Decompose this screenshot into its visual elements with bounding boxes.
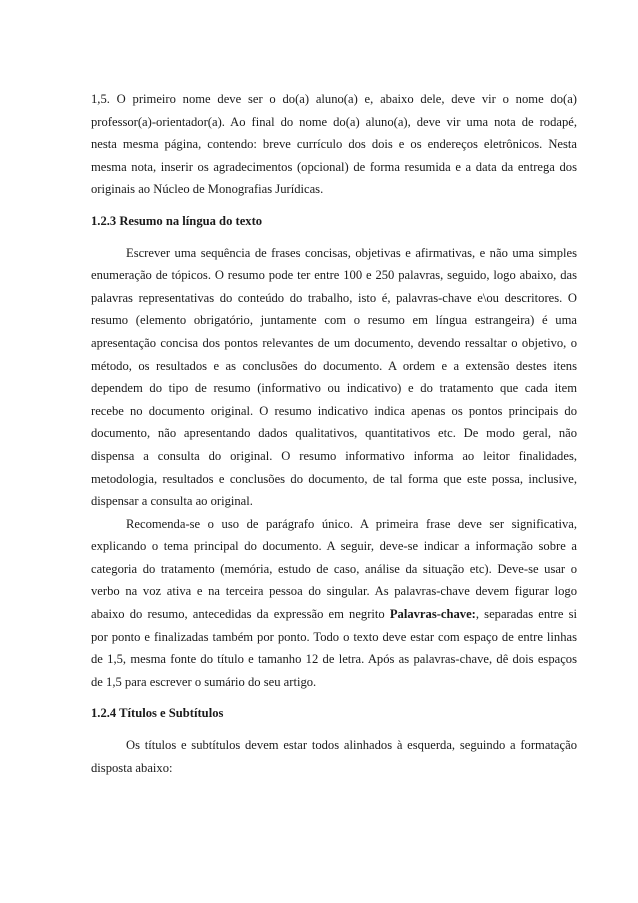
intro-paragraph	[91, 88, 577, 201]
text-line: palavras representativas do conteúdo do trabalho, isto é, palavras-chave e\ou descritores. O	[91, 290, 577, 305]
text-line: Escrever uma sequência de frases concisas, objetivas e afirmativas, e não uma simples	[126, 245, 577, 260]
text-line: nesta mesma página, contendo: breve currículo dos dois e os endereços eletrônicos. Nesta	[91, 137, 577, 152]
titulos-paragraph	[91, 734, 577, 779]
text-line: professor(a)-orientador(a). Ao final do nome do(a) aluno(a), deve vir uma nota de rodapé,	[91, 114, 577, 129]
keyword-label: Palavras-chave:	[389, 607, 476, 622]
text-line: enumeração de tópicos. O resumo pode ter entre 100 e 250 palavras, seguido, logo abaixo, das	[91, 268, 577, 283]
section-heading-1-2-4: 1.2.4 Títulos e Subtítulos	[91, 706, 224, 721]
text-line-with-bold	[91, 603, 577, 626]
text-run: abaixo do resumo, antecedidas da expressão em negrito	[91, 607, 390, 622]
text-line: metodologia, resultados e conclusões do documento, de tal forma que este possa, inclusive,	[91, 471, 577, 486]
document-page	[91, 88, 577, 779]
text-line: recebe no documento original. O resumo indicativo indica apenas os pontos principais do	[91, 403, 577, 418]
text-line: verbo na voz ativa e na terceira pessoa do singular. As palavras-chave devem figurar logo	[91, 584, 577, 599]
text-line: mesma nota, inserir os agradecimentos (opcional) de forma resumida e a data da entrega dos	[91, 159, 577, 174]
text-run: , separadas entre si	[475, 607, 577, 622]
text-line: categoria do tratamento (memória, estudo de caso, análise da situação etc). Deve-se usar o	[91, 561, 577, 576]
text-line: dispensa a consulta do original. O resumo informativo informa ao leitor finalidades,	[91, 448, 577, 463]
text-line: dependem do tipo de resumo (informativo ou indicativo) e do tratamento que cada item	[91, 381, 577, 396]
text-line: resumo (elemento obrigatório, juntamente com o resumo em língua estrangeira) é uma	[91, 313, 577, 328]
text-line: disposta abaixo:	[91, 760, 173, 775]
text-line: documento, não apresentando dados qualitativos, quantitativos etc. De modo geral, não	[91, 426, 577, 441]
text-line: apresentação concisa dos pontos relevantes de um documento, devendo ressaltar o objetivo, o	[91, 335, 577, 350]
text-line: originais ao Núcleo de Monografias Jurídicas.	[91, 182, 324, 197]
resumo-paragraph-1	[91, 242, 577, 513]
text-line: por ponto e finalizadas também por ponto. Todo o texto deve estar com espaço de entre linhas	[91, 629, 577, 644]
text-line: explicando o tema principal do documento. A seguir, deve-se indicar a informação sobre a	[91, 539, 577, 554]
text-line: Recomenda-se o uso de parágrafo único. A primeira frase deve ser significativa,	[126, 516, 577, 531]
text-line: 1,5. O primeiro nome deve ser o do(a) aluno(a) e, abaixo dele, deve vir o nome do(a)	[91, 92, 577, 106]
text-line: de 1,5, mesma fonte do título e tamanho 12 de letra. Após as palavras-chave, dê dois espaços	[91, 652, 577, 667]
section-heading-1-2-3: 1.2.3 Resumo na língua do texto	[91, 213, 263, 228]
resumo-paragraph-2	[91, 513, 577, 694]
text-line: Os títulos e subtítulos devem estar todos alinhados à esquerda, seguindo a formatação	[126, 738, 577, 753]
text-line: método, os resultados e as conclusões do documento. A ordem e a extensão destes itens	[91, 358, 577, 373]
text-line: dispensar a consulta ao original.	[91, 494, 253, 509]
text-line: de 1,5 para escrever o sumário do seu artigo.	[91, 674, 317, 689]
